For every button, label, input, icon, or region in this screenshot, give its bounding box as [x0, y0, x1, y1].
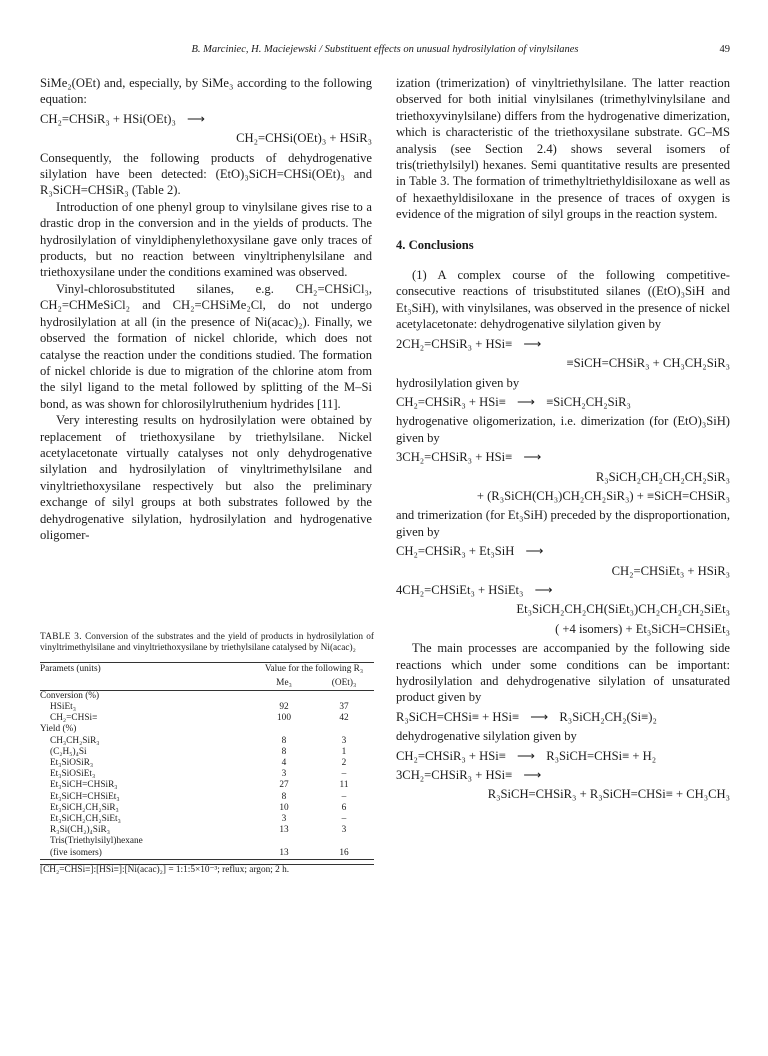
left-column — [40, 75, 372, 543]
running-title: B. Marciniec, H. Maciejewski / Substituent effects on unusual hydrosilylation of vinylsilanes — [191, 44, 579, 55]
cell-oet3: 1 — [341, 746, 347, 757]
paragraph: ization (trimerization) of vinyltriethylsilane. The latter reaction observed for both initial vinylsilanes (trimethylvinylsilane and triethoxyvinylsilane) differs from the hydrogenative dimerization, which is characteristic of the triethoxysilane substrate. GC–MS analysis (see Section 2.4) shows several isomers of tris(triethylsilyl) hexanes. Semi quantitative results are presented in Table 3. The formation of trimethyltriethyldisiloxane as well as of hexaethyldisiloxane in the presence of traces of oxygen is evidence of the migration of silyl groups in the reaction system. — [396, 76, 730, 222]
row-label: Et₃SiCH=CHSiEt₃ — [50, 791, 120, 802]
cell-me3: 100 — [277, 713, 291, 724]
arrow: ⟶ — [523, 768, 542, 783]
cell-me3: 3 — [281, 769, 287, 780]
paragraph: SiMe₂(OEt) and, especially, by SiMe₃ according to the following equation: — [40, 76, 372, 107]
text-line: hydrogenative oligomerization, i.e. dimerization (for (EtO)₃SiH) given by — [396, 414, 730, 445]
cell-me3: 27 — [279, 780, 289, 791]
running-header — [40, 44, 730, 60]
row-label: Conversion (%) — [40, 690, 100, 701]
table-row — [40, 792, 374, 803]
table-row — [40, 803, 374, 814]
cell-oet3: – — [341, 791, 347, 802]
table-row — [40, 702, 374, 713]
row-label: Et₃SiOSiR₃ — [50, 758, 94, 769]
table-row — [40, 724, 374, 735]
cell-oet3: 3 — [341, 735, 347, 746]
text-line: dehydrogenative silylation given by — [396, 729, 577, 744]
cell-oet3: 37 — [339, 702, 349, 713]
arrow: ⟶ — [186, 111, 206, 126]
table-row — [40, 758, 374, 769]
cell-me3: 10 — [279, 802, 289, 813]
equation: 4CH₂=CHSiEt₃ + HSiEt₃ ⟶ — [396, 582, 730, 598]
equation: 3CH₂=CHSiR₃ + HSi≡ ⟶ — [396, 449, 730, 465]
paragraph: Very interesting results on hydrosilylation were obtained by replacement of triethoxysilane by triethylsilane. Nickel acetylacetonate virtually catalyses not only dehydrogenative silylation and hydrosilylation of vinyltrimethylsilane and vinyltriethoxysilane respectively but also the preliminary exchange of silyl groups at both substrates followed by the dehydrogenative silylation, hydrosilylation and hydrogenative oligomer- — [40, 413, 372, 542]
cell-oet3: – — [341, 814, 347, 825]
cell-me3 — [254, 724, 314, 735]
paragraph: Vinyl-chlorosubstituted silanes, e.g. CH₂=CHSiCl₃, CH₂=CHMeSiCl₂ and CH₂=CHSiMe₂Cl, do not undergo hydrosilylation at all (in the presence of Ni(acac)₂). Finally, we observed the formation of nickel chloride, which does not catalyse the reaction under the conditions studied. The formation of nickel chloride is due to migration of the chlorine atom from the silyl ligand to the metal followed by splitting of the M–Si bond, as was shown for chlorosilylruthenium hydrides [11]. — [40, 281, 372, 411]
row-label: Et₃SiCH₂CH₂SiR₃ — [50, 802, 119, 813]
equation: CH₂=CHSiR₃ + HSi≡ ⟶ ≡SiCH₂CH₂SiR₃ — [396, 394, 631, 409]
row-label: CH₂=CHSi≡ — [50, 713, 98, 724]
cell-oet3 — [314, 690, 374, 702]
row-label: (five isomers) — [50, 847, 102, 858]
equation-product: CH₂=CHSiEt₃ + HSiR₃ — [611, 563, 730, 578]
paragraph: The main processes are accompanied by the following side reactions which under some conditions can be important: hydrosilylation and dehydrogenative silylation of unsaturated product given by — [396, 641, 730, 705]
column-header: Me₃ — [276, 677, 292, 688]
cell-oet3: 3 — [341, 825, 347, 836]
cell-me3: 8 — [281, 746, 287, 757]
equation-product: ≡SiCH=CHSiR₃ + CH₃CH₂SiR₃ — [566, 356, 730, 371]
column-header: Paramets (units) — [40, 664, 101, 675]
cell-me3: 92 — [279, 702, 289, 713]
table-row — [40, 825, 374, 836]
table-row — [40, 780, 374, 791]
cell-me3: 13 — [279, 847, 289, 858]
row-label: Et₃SiCH₂CH₂SiEt₃ — [50, 814, 121, 825]
column-header: (OEt)₃ — [331, 677, 357, 688]
page-number: 49 — [719, 44, 730, 55]
cell-oet3: 2 — [341, 758, 347, 769]
equation-product: Et₃SiCH₂CH₂CH(SiEt₃)CH₂CH₂CH₂SiEt₃ — [516, 602, 730, 617]
table-row — [40, 690, 374, 702]
table-row — [40, 713, 374, 724]
row-label: Et₃SiOSiEt₃ — [50, 769, 96, 780]
cell-oet3: 6 — [341, 802, 347, 813]
table-row — [40, 747, 374, 758]
equation: CH₂=CHSiR₃ + HSi(OEt)₃ ⟶ — [40, 111, 372, 127]
equation: R₃SiCH=CHSi≡ + HSi≡ ⟶ R₃SiCH₂CH₂(Si≡)₂ — [396, 709, 657, 724]
table-body — [40, 690, 374, 859]
arrow: ⟶ — [517, 748, 536, 763]
equation-product: CH₂=CHSi(OEt)₃ + HSiR₃ — [236, 131, 372, 146]
cell-me3: 8 — [281, 791, 287, 802]
table-row — [40, 848, 374, 860]
row-label: (C₂H₅)₄Si — [50, 746, 87, 757]
arrow: ⟶ — [517, 394, 536, 409]
column-header-group: Value for the following R₃ — [264, 664, 364, 675]
cell-oet3 — [314, 724, 374, 735]
text-line: and trimerization (for Et₃SiH) preceded by the disproportionation, given by — [396, 508, 730, 539]
row-label: HSiEt₃ — [50, 702, 76, 713]
equation: 2CH₂=CHSiR₃ + HSi≡ ⟶ — [396, 336, 730, 352]
paragraph: (1) A complex course of the following competitive-consecutive reactions of trisubstituted silanes ((EtO)₃SiH and Et₃SiH), with vinylsilanes, was observed in the presence of nickel acetylacetonate: dehydrogenative silylation given by — [396, 268, 730, 332]
table-row — [40, 814, 374, 825]
text-line: hydrosilylation given by — [396, 375, 520, 390]
table-caption: TABLE 3. Conversion of the substrates and the yield of products in hydrosilylation of vinyltrimethylsilane and vinyltriethoxysilane by triethylsilane catalysed by Ni(acac)₂ — [40, 632, 374, 654]
row-label: Yield (%) — [40, 724, 77, 735]
data-table — [40, 662, 374, 859]
section-heading: 4. Conclusions — [396, 237, 474, 252]
arrow: ⟶ — [523, 450, 542, 465]
row-label: CH₃CH₂SiR₃ — [50, 735, 100, 746]
table-row — [40, 736, 374, 747]
cell-me3: 8 — [281, 735, 287, 746]
table-footnote: [CH₂=CHSi≡]:[HSi≡]:[Ni(acac)₂] = 1:1:5×10⁻³; reflux; argon; 2 h. — [40, 864, 374, 876]
equation-product: ( +4 isomers) + Et₃SiCH=CHSiEt₃ — [555, 621, 730, 636]
row-label: Tris(Triethylsilyl)hexane — [50, 836, 143, 847]
equation: CH₂=CHSiR₃ + HSi≡ ⟶ R₃SiCH=CHSi≡ + H₂ — [396, 748, 657, 763]
paragraph: Consequently, the following products of dehydrogenative silylation have been detected: (EtO)₃SiCH=CHSi(OEt)₃ and R₃SiCH=CHSiR₃ (Table 2). — [40, 150, 372, 198]
cell-oet3 — [314, 836, 374, 847]
cell-me3 — [254, 836, 314, 847]
arrow: ⟶ — [523, 336, 542, 351]
cell-me3: 13 — [279, 825, 289, 836]
cell-me3: 4 — [281, 758, 287, 769]
row-label: R₃Si(CH₂)₄SiR₃ — [50, 825, 110, 836]
equation: CH₂=CHSiR₃ + Et₃SiH ⟶ — [396, 543, 730, 559]
cell-oet3: 11 — [339, 780, 349, 791]
equation-product: R₃SiCH=CHSiR₃ + R₃SiCH=CHSi≡ + CH₃CH₃ — [487, 787, 730, 802]
table-3 — [40, 632, 374, 876]
equation-product: + (R₃SiCH(CH₃)CH₂CH₂SiR₃) + ≡SiCH=CHSiR₃ — [476, 488, 730, 503]
table-row — [40, 836, 374, 847]
equation: 3CH₂=CHSiR₃ + HSi≡ ⟶ — [396, 767, 730, 783]
right-column — [396, 75, 730, 806]
row-label: Et₃SiCH=CHSiR₃ — [50, 780, 118, 791]
cell-me3: 3 — [281, 814, 287, 825]
cell-oet3: – — [341, 769, 347, 780]
cell-oet3: 16 — [339, 847, 349, 858]
cell-me3 — [254, 690, 314, 702]
equation-product: R₃SiCH₂CH₂CH₂CH₂SiR₃ — [595, 469, 730, 484]
arrow: ⟶ — [530, 709, 549, 724]
arrow: ⟶ — [525, 544, 544, 559]
arrow: ⟶ — [534, 582, 553, 597]
paragraph: Introduction of one phenyl group to vinylsilane gives rise to a drastic drop in the conversion and in the yields of products. The hydrosilylation of vinyldiphenylethoxysilane gave only traces of products, but no reaction between vinyltriphenylsilane and triethoxysilane under the conditions examined was observed. — [40, 199, 372, 280]
table-row — [40, 769, 374, 780]
cell-oet3: 42 — [339, 713, 349, 724]
